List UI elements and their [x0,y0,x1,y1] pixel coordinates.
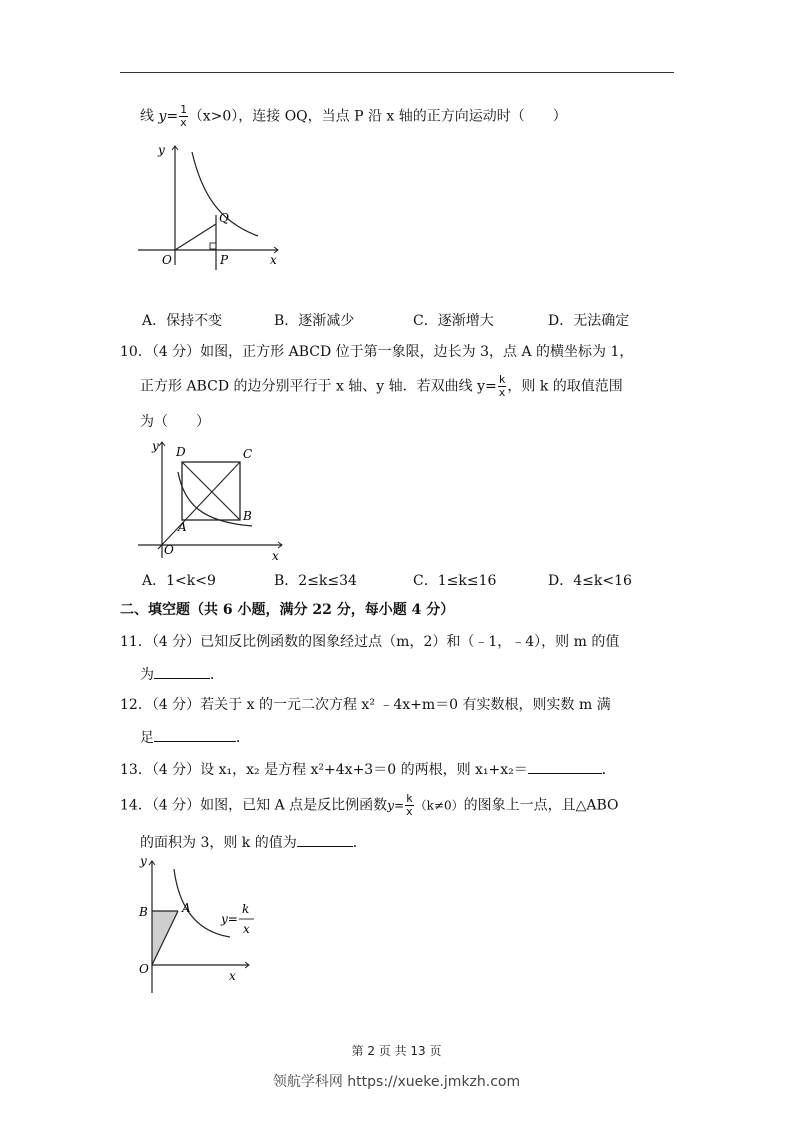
q10-text-post: ，则 k 的取值范围 [507,378,623,395]
q9-y-eq: y= [158,108,179,125]
q14-y-eq: y= [387,798,405,813]
q14-text: 的面积为 3，则 k 的值为 [140,835,297,851]
q14-label-o: O [139,962,149,976]
q10-line2 [140,374,623,399]
q14-figure [134,855,284,1000]
q14-curve-label-den: x [243,922,250,936]
q10-label-a: A [178,520,187,534]
q10-option-d: D．4≤k<16 [548,573,632,589]
q9-option-b: B．逐渐减少 [274,313,355,329]
q9-frac-den: x [180,116,187,129]
q10-hyperbola [178,472,252,526]
q14-curve-label-y: y= [221,912,238,926]
q9-line1 [140,104,567,129]
header-rule [120,72,674,73]
q9-label-o: O [162,253,172,267]
section2-heading: 二、填空题（共 6 小题，满分 22 分，每小题 4 分） [120,602,455,618]
q10-label-c: C [243,447,253,461]
q10-label-x: x [272,549,279,563]
q10-line1: 10．（4 分）如图，正方形 ABCD 位于第一象限，边长为 3，点 A 的横坐标为 1， [120,344,634,360]
q11-text: 为 [140,667,154,683]
q14-label-y: y [140,855,147,868]
q10-option-c: C．1≤k≤16 [413,573,497,589]
q10-diagonal-line [158,462,240,549]
q12-end: ． [236,730,250,746]
q12-text: 足 [140,730,154,746]
q10-label-o: O [164,543,174,557]
q9-text-pre: 线 [140,108,159,125]
q10-frac-num: k [498,373,506,386]
q9-option-d: D．无法确定 [548,313,630,329]
q12-answer-blank[interactable] [154,727,236,742]
q9-text-post: （x>0），连接 OQ，当点 P 沿 x 轴的正方向运动时（ ） [188,108,567,125]
q9-label-p: P [220,253,229,267]
q11-line1: 11．（4 分）已知反比例函数的图象经过点（m，2）和（﹣1，﹣4），则 m 的值 [120,634,620,650]
q10-label-y: y [152,439,159,453]
q9-label-y: y [158,143,165,157]
q10-fraction [498,374,507,399]
q11-answer-blank[interactable] [154,664,210,679]
q14-frac-num: k [406,792,413,805]
q12-line2 [140,727,250,748]
q10-label-d: D [176,445,186,459]
site-watermark: 领航学科网 https://xueke.jmkzh.com [272,1074,521,1090]
q13-line1 [120,759,616,780]
q14-line2 [140,832,367,853]
q9-right-angle [210,243,216,249]
q14-label-b: B [139,905,148,919]
q14-label-a: A [182,901,191,915]
q11-end: ． [210,667,224,683]
page-number: 第 2 页 共 13 页 [351,1044,442,1058]
q14-answer-blank[interactable] [297,832,353,847]
q14-frac-den: x [406,805,413,818]
q9-fraction [179,104,188,129]
q10-frac-den: x [498,386,506,399]
q9-figure [130,140,290,270]
q9-frac-num: 1 [180,103,187,116]
q14-condition: （k≠0） [414,798,464,813]
q14-label-x: x [229,969,236,983]
q9-label-x: x [270,253,277,267]
q13-answer-blank[interactable] [528,759,602,774]
q14-curve-label-num: k [242,902,250,916]
q9-option-a: A．保持不变 [142,313,223,329]
q14-text-pre: 14．（4 分）如图，已知 A 点是反比例函数 [120,797,388,814]
q14-text-post: 的图象上一点，且△ABO [463,797,619,814]
q13-text: 13．（4 分）设 x₁，x₂ 是方程 x²+4x+3＝0 的两根，则 x₁+x₂＝ [120,762,528,778]
q13-end: ． [601,762,616,778]
q14-fraction [405,793,414,818]
q10-option-b: B．2≤k≤34 [274,573,357,589]
q10-figure [134,438,294,563]
q14-end: ． [352,835,367,851]
q10-label-b: B [243,509,252,523]
q9-label-q: Q [219,211,229,225]
q10-option-a: A．1<k<9 [142,573,216,589]
q11-line2 [140,664,224,685]
q9-option-c: C．逐渐增大 [413,313,494,329]
q14-line1 [120,793,619,818]
q10-text-pre: 正方形 ABCD 的边分别平行于 x 轴、y 轴．若双曲线 y= [140,378,497,395]
q12-line1: 12．（4 分）若关于 x 的一元二次方程 x² ﹣4x+m＝0 有实数根，则实数 m 满 [120,697,611,713]
q10-line3: 为（ ） [140,414,210,430]
